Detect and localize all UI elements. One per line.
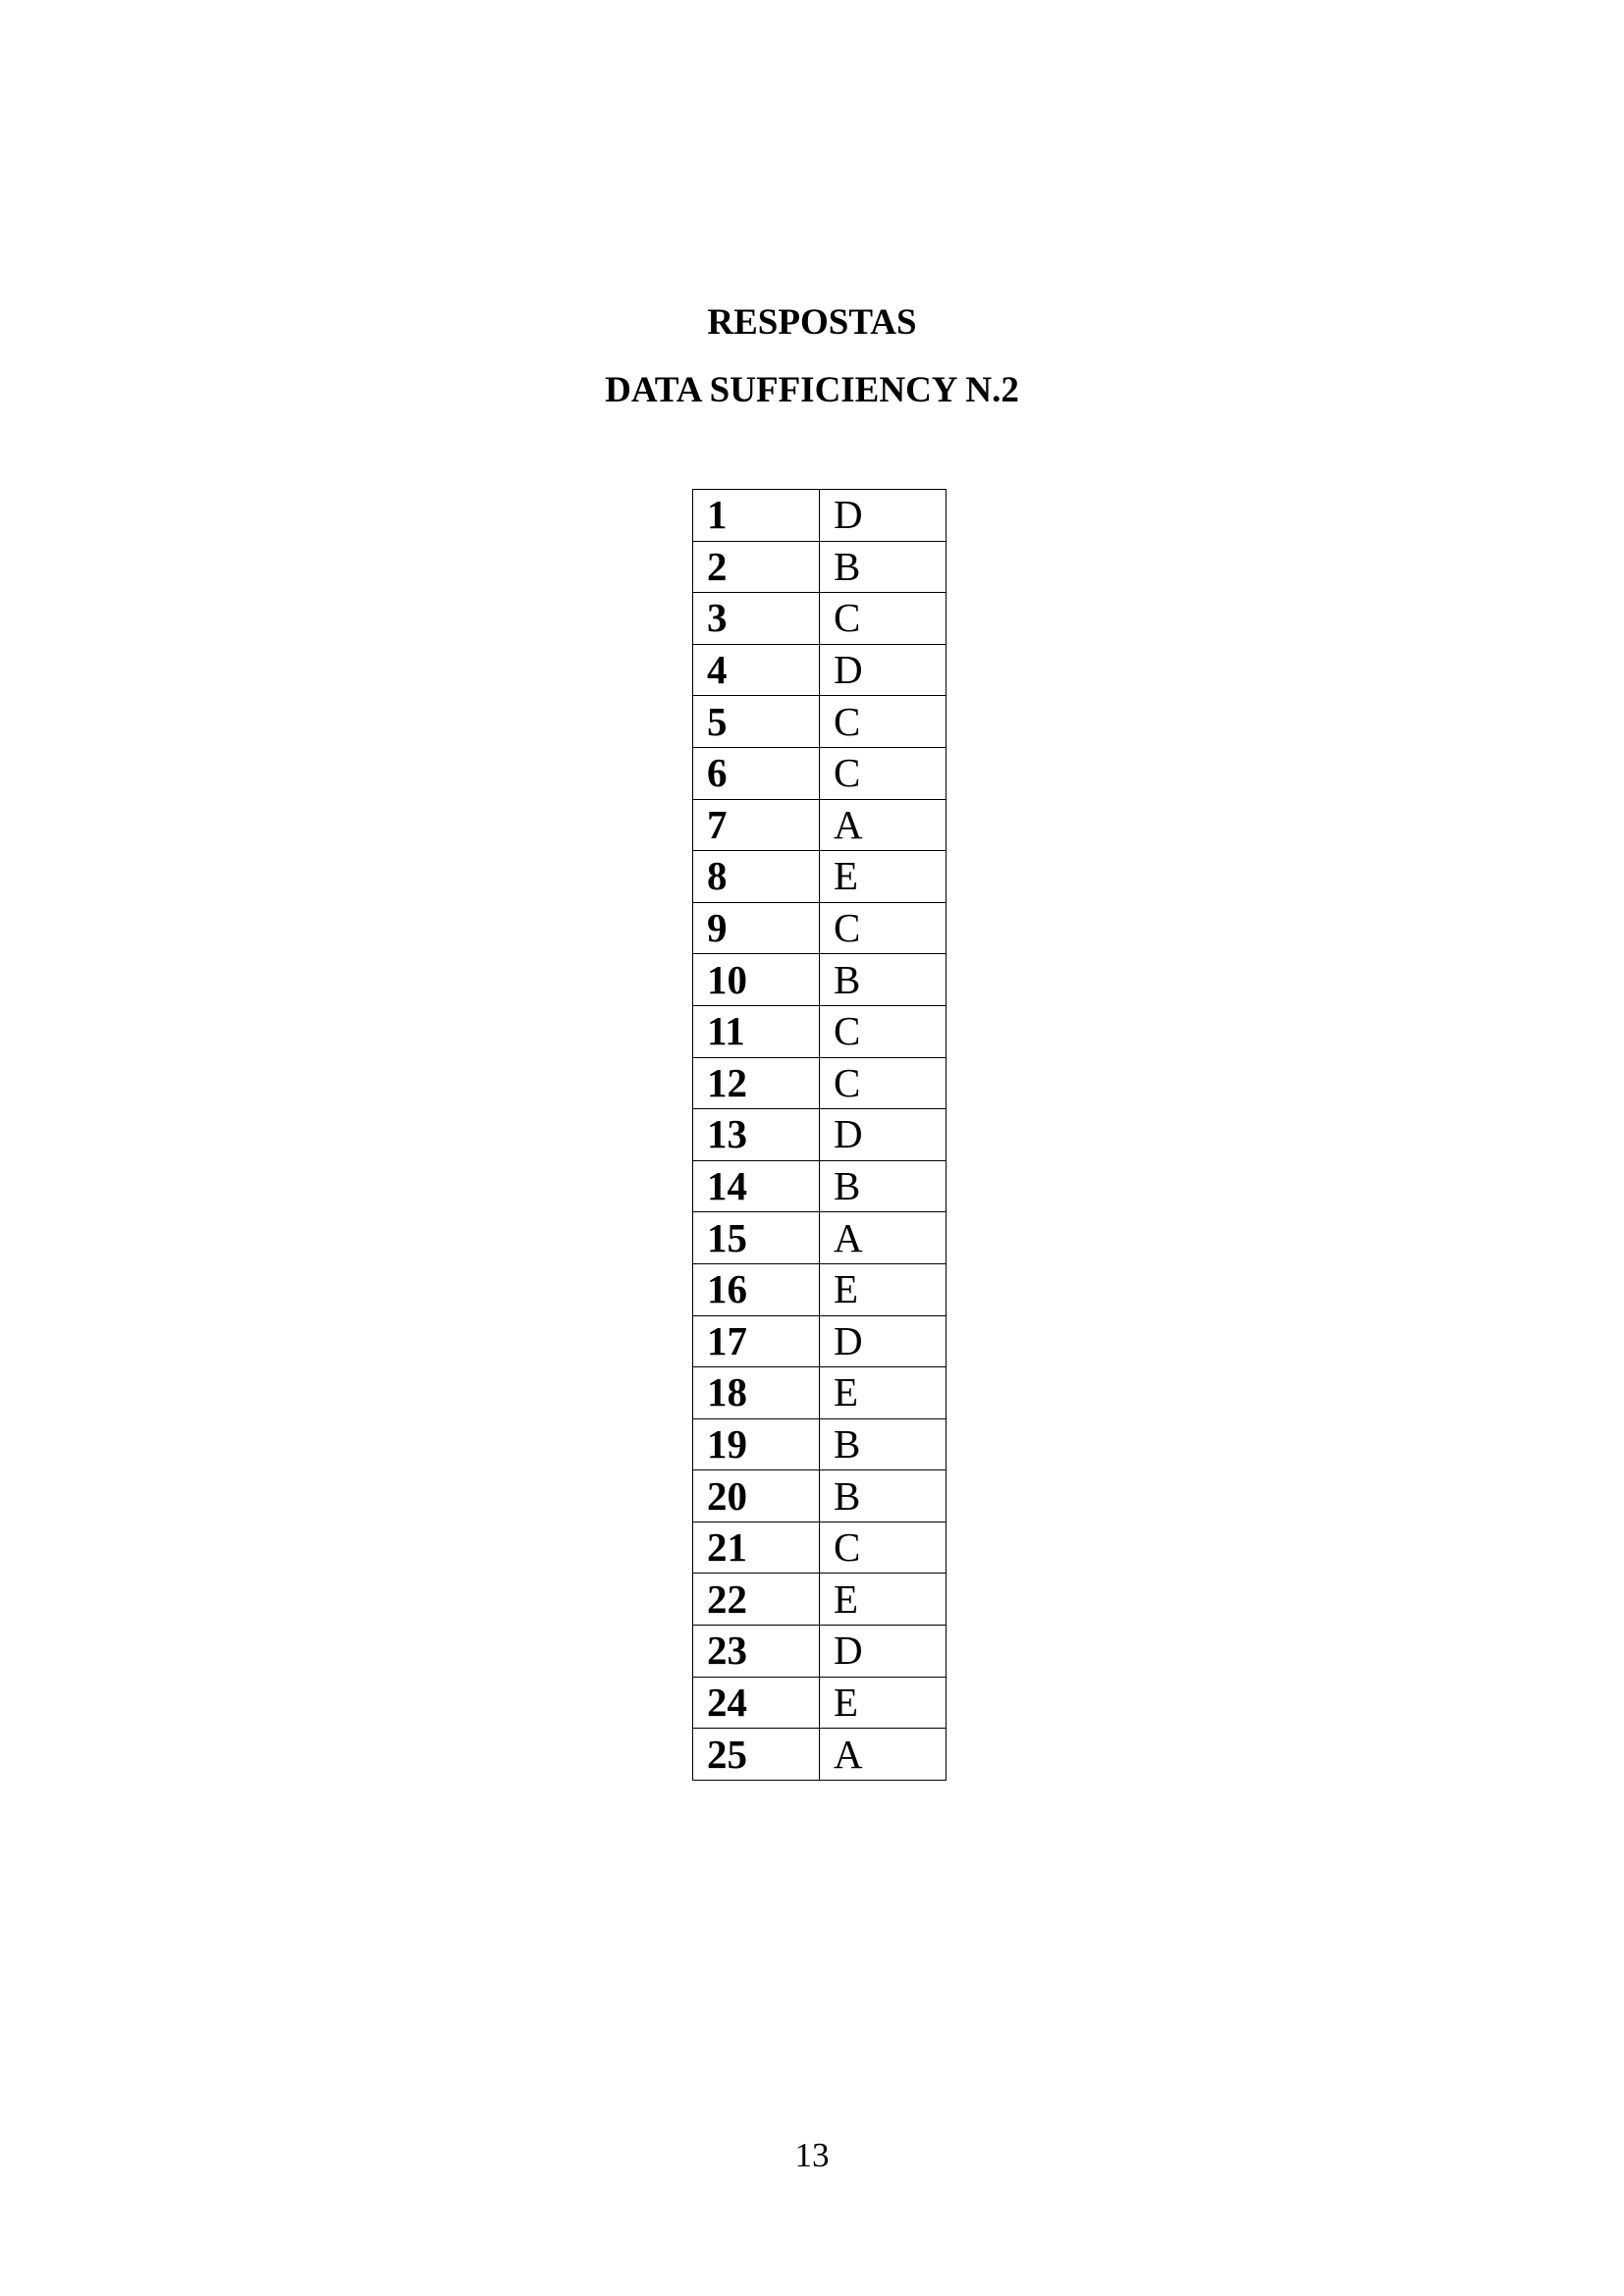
answer-row <box>693 902 947 954</box>
answer-row <box>693 1315 947 1367</box>
answer-row <box>693 644 947 696</box>
answer-row <box>693 593 947 645</box>
answer-letter: D <box>820 644 947 696</box>
answer-row <box>693 1263 947 1315</box>
question-number: 10 <box>693 954 820 1006</box>
question-number: 15 <box>693 1212 820 1264</box>
answer-row <box>693 490 947 542</box>
answer-letter: A <box>820 1212 947 1264</box>
question-number: 8 <box>693 851 820 903</box>
question-number: 24 <box>693 1677 820 1729</box>
answer-letter: A <box>820 799 947 851</box>
answer-letter: C <box>820 747 947 799</box>
answer-row <box>693 747 947 799</box>
answer-row <box>693 1057 947 1109</box>
question-number: 6 <box>693 747 820 799</box>
answer-letter: E <box>820 1263 947 1315</box>
answer-letter: C <box>820 902 947 954</box>
answer-row <box>693 1677 947 1729</box>
answer-row <box>693 1109 947 1161</box>
question-number: 18 <box>693 1367 820 1419</box>
question-number: 4 <box>693 644 820 696</box>
question-number: 2 <box>693 541 820 593</box>
question-number: 17 <box>693 1315 820 1367</box>
answer-letter: C <box>820 1005 947 1057</box>
answer-row <box>693 1522 947 1574</box>
page-number: 13 <box>794 2136 830 2174</box>
answer-row <box>693 851 947 903</box>
answer-row <box>693 1418 947 1470</box>
answer-letter: E <box>820 851 947 903</box>
answer-row <box>693 1160 947 1212</box>
answer-letter: B <box>820 954 947 1006</box>
answer-letter: E <box>820 1574 947 1626</box>
answer-row <box>693 1470 947 1522</box>
answer-row <box>693 1005 947 1057</box>
answer-letter: B <box>820 1418 947 1470</box>
answer-row <box>693 1212 947 1264</box>
answer-letter: B <box>820 1470 947 1522</box>
answer-letter: E <box>820 1367 947 1419</box>
answer-row <box>693 1729 947 1781</box>
question-number: 25 <box>693 1729 820 1781</box>
question-number: 21 <box>693 1522 820 1574</box>
answer-table <box>692 489 947 1781</box>
answer-row <box>693 954 947 1006</box>
question-number: 16 <box>693 1263 820 1315</box>
question-number: 20 <box>693 1470 820 1522</box>
question-number: 12 <box>693 1057 820 1109</box>
answer-letter: B <box>820 1160 947 1212</box>
answer-row <box>693 696 947 748</box>
answer-letter: C <box>820 696 947 748</box>
question-number: 22 <box>693 1574 820 1626</box>
question-number: 11 <box>693 1005 820 1057</box>
answer-row <box>693 1574 947 1626</box>
answer-row <box>693 1367 947 1419</box>
answer-letter: D <box>820 1109 947 1161</box>
answer-letter: D <box>820 1626 947 1678</box>
page-title: RESPOSTAS <box>707 302 917 343</box>
answer-row <box>693 541 947 593</box>
question-number: 13 <box>693 1109 820 1161</box>
question-number: 5 <box>693 696 820 748</box>
answer-row <box>693 1626 947 1678</box>
answer-letter: C <box>820 1522 947 1574</box>
answer-letter: D <box>820 1315 947 1367</box>
question-number: 23 <box>693 1626 820 1678</box>
question-number: 19 <box>693 1418 820 1470</box>
answer-letter: C <box>820 1057 947 1109</box>
question-number: 7 <box>693 799 820 851</box>
question-number: 14 <box>693 1160 820 1212</box>
answer-row <box>693 799 947 851</box>
answer-letter: C <box>820 593 947 645</box>
answer-letter: A <box>820 1729 947 1781</box>
answer-letter: B <box>820 541 947 593</box>
question-number: 3 <box>693 593 820 645</box>
answer-letter: E <box>820 1677 947 1729</box>
question-number: 1 <box>693 490 820 542</box>
question-number: 9 <box>693 902 820 954</box>
answer-table-body <box>693 490 947 1781</box>
answer-letter: D <box>820 490 947 542</box>
page-subtitle: DATA SUFFICIENCY N.2 <box>605 370 1019 410</box>
